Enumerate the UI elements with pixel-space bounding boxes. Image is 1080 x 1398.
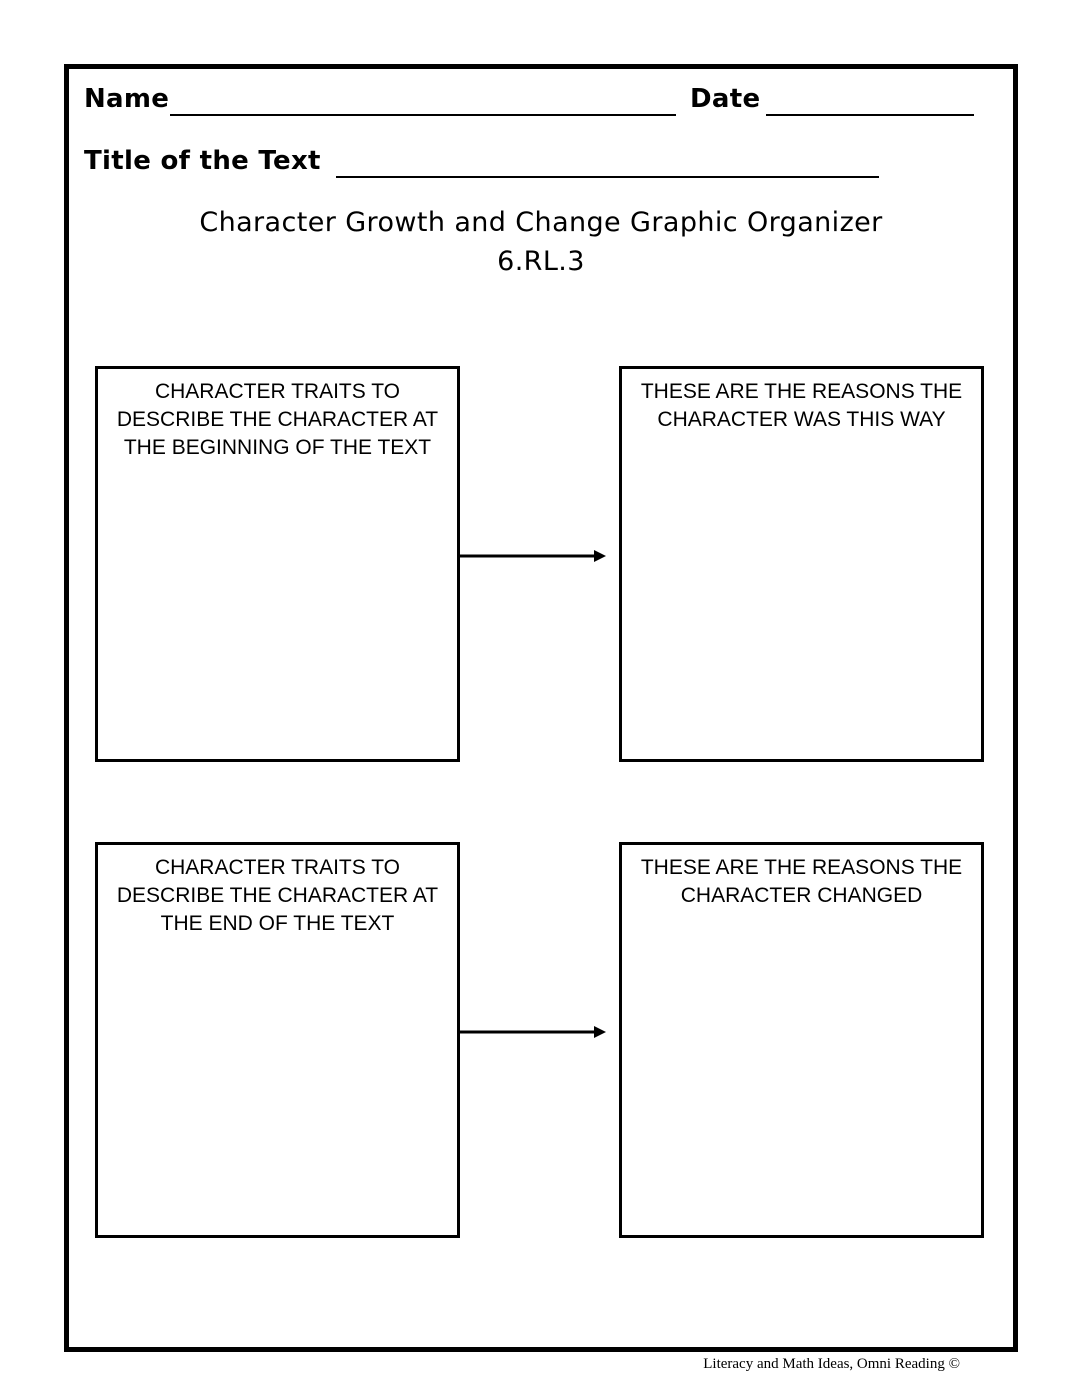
name-label: Name (84, 84, 170, 114)
beginning-traits-box[interactable] (95, 366, 460, 762)
reasons-this-way-label: THESE ARE THE REASONS THE CHARACTER WAS THIS WAY (640, 380, 963, 431)
arrow-right-icon (458, 1024, 608, 1040)
page-title: Character Growth and Change Graphic Organizer (199, 207, 883, 238)
date-field[interactable] (766, 114, 974, 116)
text-title-field[interactable] (336, 176, 879, 178)
reasons-changed-box[interactable] (619, 842, 984, 1238)
reasons-changed-label: THESE ARE THE REASONS THE CHARACTER CHANGED (640, 856, 963, 907)
name-field[interactable] (170, 114, 676, 116)
beginning-traits-label: CHARACTER TRAITS TO DESCRIBE THE CHARACTER AT THE BEGINNING OF THE TEXT (116, 380, 439, 459)
arrow-right-icon (458, 548, 608, 564)
footer-credit: Literacy and Math Ideas, Omni Reading © (703, 1356, 960, 1372)
date-label: Date (690, 84, 761, 114)
end-traits-box[interactable] (95, 842, 460, 1238)
text-title-label: Title of the Text (84, 146, 321, 176)
end-traits-label: CHARACTER TRAITS TO DESCRIBE THE CHARACTER AT THE END OF THE TEXT (116, 856, 439, 935)
standard-code: 6.RL.3 (497, 246, 585, 277)
reasons-this-way-box[interactable] (619, 366, 984, 762)
